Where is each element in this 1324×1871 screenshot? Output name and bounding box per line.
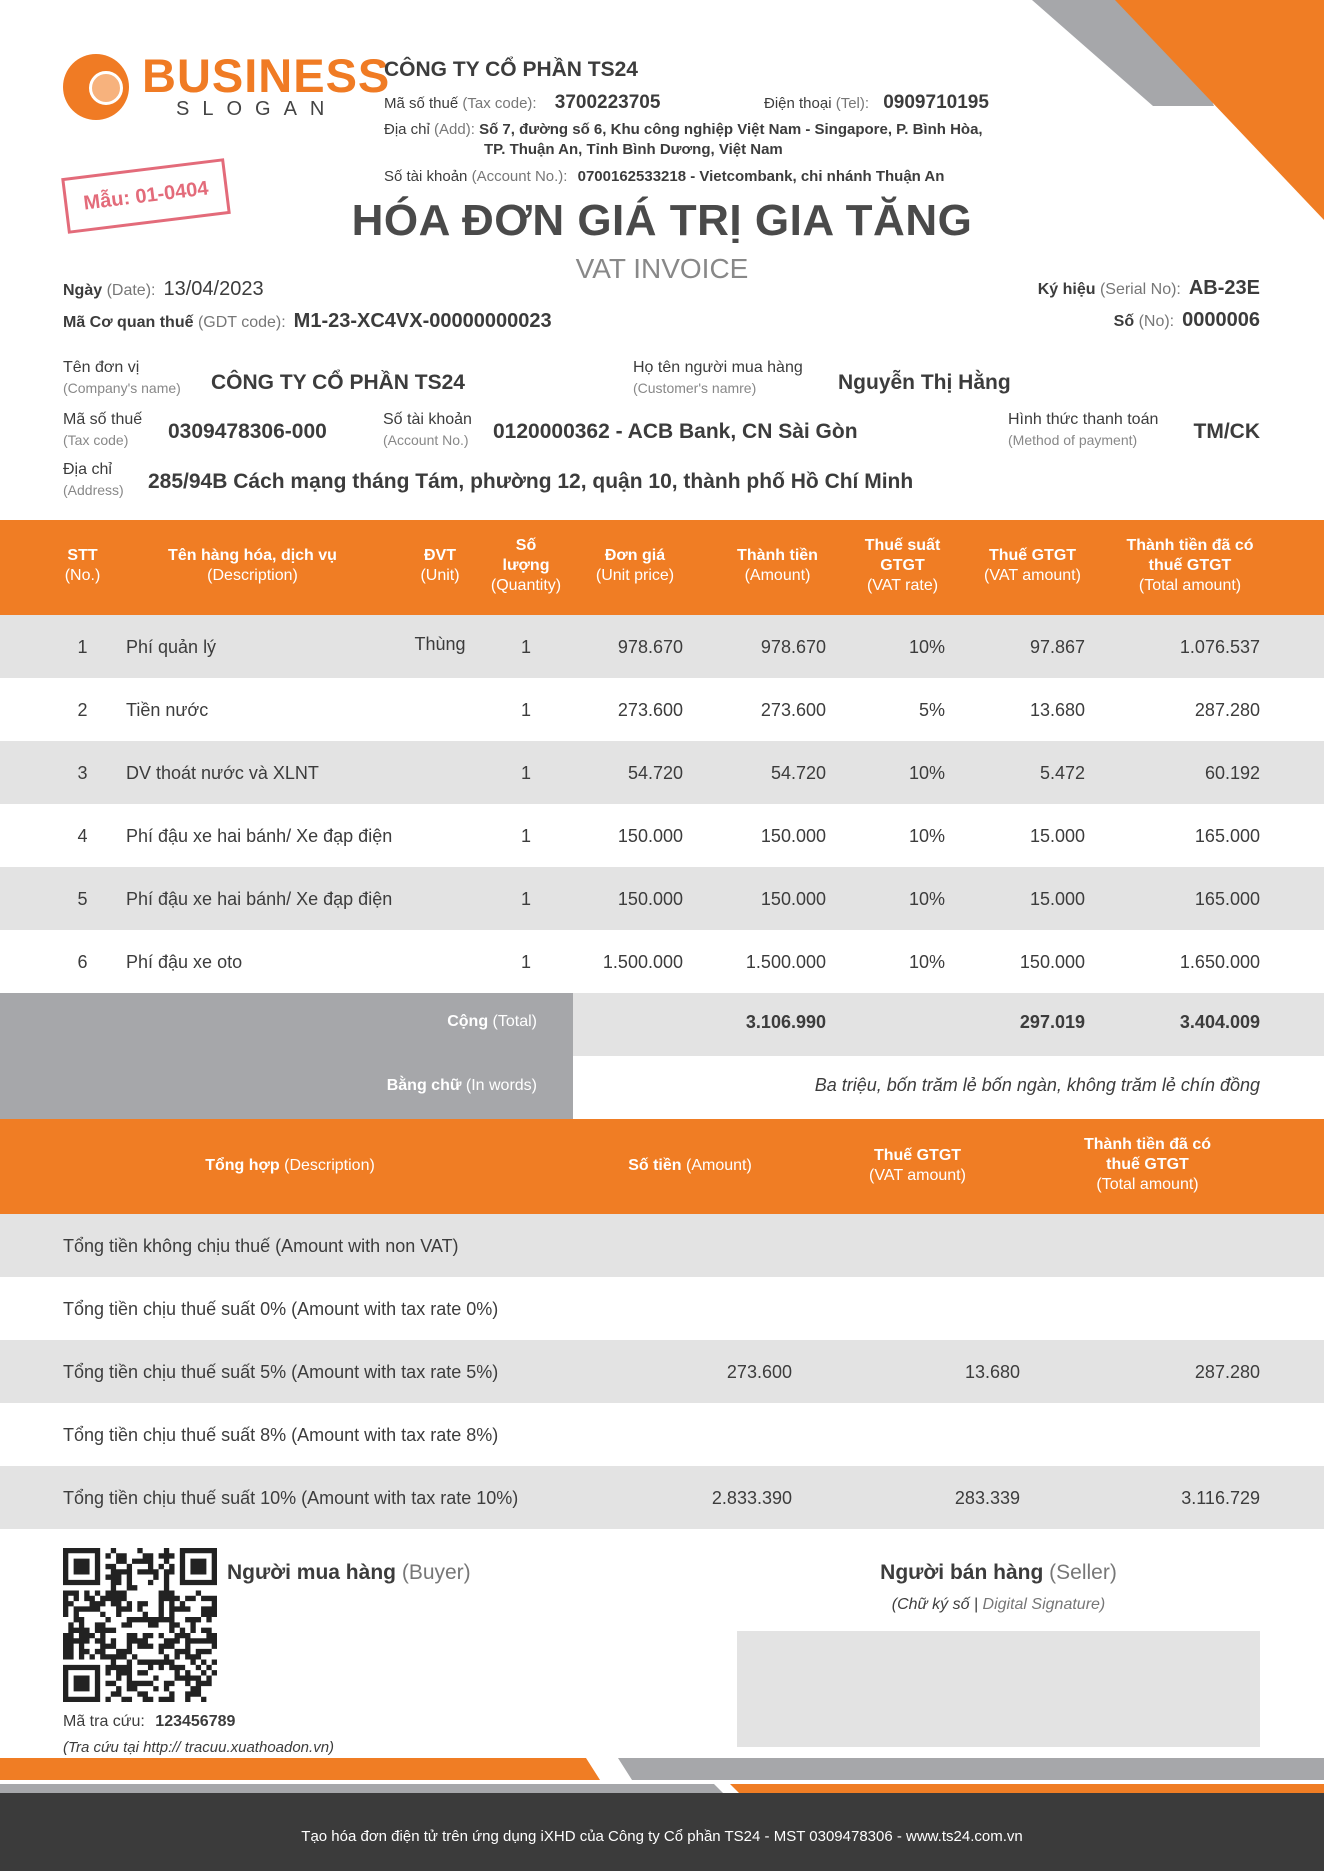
summary-vat: [840, 1214, 1020, 1277]
footer-text: Tạo hóa đơn điện tử trên ứng dụng iXHD của Công ty Cổ phần TS24 - MST 0309478306 - www.ts24.com.vn: [301, 1828, 1023, 1845]
table-row: [0, 804, 1324, 867]
row-qty: 1: [520, 951, 531, 972]
row-amount: 1.500.000: [745, 951, 826, 972]
row-rate: 10%: [908, 762, 945, 783]
in-words: Ba triệu, bốn trăm lẻ bốn ngàn, không trăm lẻ chín đồng: [814, 1075, 1260, 1095]
summary-total: [1080, 1214, 1260, 1277]
invoice-title: HÓA ĐƠN GIÁ TRỊ GIA TĂNG: [351, 196, 973, 245]
form-stamp: Mẫu: 01-0404: [61, 158, 231, 234]
totals-label-panel: [0, 993, 573, 1119]
row-vat: 150.000: [1019, 951, 1085, 972]
row-price: 54.720: [627, 762, 683, 783]
row-total: 1.076.537: [1179, 636, 1260, 657]
row-rate: 10%: [908, 825, 945, 846]
row-no: 5: [77, 888, 88, 909]
seller-account: Số tài khoản (Account No.): 0700162533218 - Vietcombank, chi nhánh Thuận An: [384, 168, 945, 185]
row-qty: 1: [520, 825, 531, 846]
summary-row: [0, 1340, 1324, 1403]
table-row: [0, 741, 1324, 804]
row-no: 4: [77, 825, 88, 846]
seller-address: Địa chỉ (Add): Số 7, đường số 6, Khu công nghiệp Việt Nam - Singapore, P. Bình Hòa,: [384, 121, 983, 138]
logo-slogan: SLOGAN: [176, 98, 338, 120]
total-vat: 297.019: [1019, 1012, 1085, 1032]
col-qty: Số lượng (Quantity): [490, 537, 562, 594]
summary-label: Tổng tiền chịu thuế suất 5% (Amount with tax rate 5%): [63, 1361, 499, 1382]
col-desc: Tên hàng hóa, dịch vụ (Description): [168, 547, 337, 584]
summary-amount: [600, 1277, 792, 1340]
summary-vat: 283.339: [954, 1487, 1020, 1508]
buyer-tax: 0309478306-000: [168, 420, 327, 443]
row-amount: 150.000: [760, 825, 826, 846]
summary-vat: [840, 1277, 1020, 1340]
footer-decoration: [0, 1758, 1324, 1798]
summary-row: [0, 1214, 1324, 1277]
buyer-unit: CÔNG TY CỔ PHẦN TS24: [211, 371, 465, 394]
row-total: 165.000: [1194, 825, 1260, 846]
row-no: 1: [77, 636, 88, 657]
lookup-code: Mã tra cứu: 123456789: [63, 1713, 236, 1730]
digital-signature-note: (Chữ ký số | Digital Signature): [891, 1596, 1106, 1613]
summary-amount: [600, 1403, 792, 1466]
row-unit: [400, 678, 480, 741]
invoice-subtitle: VAT INVOICE: [575, 253, 749, 284]
table-row: [0, 615, 1324, 678]
summary-total: [1080, 1403, 1260, 1466]
row-vat: 15.000: [1029, 825, 1085, 846]
row-amount: 54.720: [770, 762, 826, 783]
row-unit: [400, 804, 480, 867]
row-vat: 97.867: [1029, 636, 1085, 657]
row-qty: 1: [520, 888, 531, 909]
row-rate: 10%: [908, 636, 945, 657]
seller-tax-code: Mã số thuế (Tax code): 3700223705: [384, 92, 661, 113]
table-row: [0, 678, 1324, 741]
sum-col-amount: Số tiền (Amount): [628, 1157, 752, 1174]
row-no: 6: [77, 951, 88, 972]
row-total: 287.280: [1194, 699, 1260, 720]
buyer-account: 0120000362 - ACB Bank, CN Sài Gòn: [493, 420, 858, 443]
row-total: 1.650.000: [1179, 951, 1260, 972]
row-qty: 1: [520, 762, 531, 783]
col-total: Thành tiền đã có thuế GTGT (Total amount): [1126, 537, 1254, 594]
summary-label: Tổng tiền không chịu thuế (Amount with non VAT): [63, 1235, 459, 1256]
row-unit: [400, 930, 480, 993]
row-desc: Phí quản lý: [126, 636, 217, 657]
col-unit: ĐVT (Unit): [420, 547, 460, 584]
total-label: Cộng (Total): [447, 1013, 537, 1030]
seller-signature-label: Người bán hàng (Seller): [880, 1561, 1117, 1584]
row-amount: 273.600: [760, 699, 826, 720]
buyer-address-label: Địa chỉ (Address): [63, 461, 124, 498]
col-rate: Thuế suất GTGT (VAT rate): [864, 537, 941, 594]
lookup-note: (Tra cứu tại http:// tracuu.xuathoadon.vn): [63, 1739, 335, 1756]
digital-signature-box: [737, 1631, 1260, 1747]
row-price: 1.500.000: [602, 951, 683, 972]
summary-row: [0, 1466, 1324, 1529]
items-table-header: [0, 520, 1324, 615]
row-qty: 1: [520, 636, 531, 657]
row-total: 60.192: [1204, 762, 1260, 783]
row-vat: 5.472: [1039, 762, 1085, 783]
col-price: Đơn giá (Unit price): [595, 547, 675, 584]
sum-col-desc: Tổng hợp (Description): [205, 1157, 375, 1174]
seller-address-line2: TP. Thuận An, Tỉnh Bình Dương, Việt Nam: [484, 141, 783, 158]
row-desc: DV thoát nước và XLNT: [126, 762, 319, 783]
seller-tel: Điện thoại (Tel): 0909710195: [764, 92, 989, 113]
table-row: [0, 930, 1324, 993]
row-unit: Thùng: [414, 634, 466, 654]
invoice-no: Số (No): 0000006: [1113, 309, 1260, 331]
row-vat: 13.680: [1029, 699, 1085, 720]
buyer-signature-label: Người mua hàng (Buyer): [227, 1561, 471, 1584]
row-desc: Phí đậu xe hai bánh/ Xe đạp điện: [126, 825, 393, 846]
row-unit: [400, 867, 480, 930]
total-amount-with-vat: 3.404.009: [1179, 1012, 1260, 1032]
col-amount: Thành tiền (Amount): [737, 547, 818, 584]
summary-label: Tổng tiền chịu thuế suất 10% (Amount with tax rate 10%): [63, 1487, 519, 1508]
buyer-address: 285/94B Cách mạng tháng Tám, phường 12, quận 10, thành phố Hồ Chí Minh: [148, 470, 914, 493]
summary-amount: 273.600: [726, 1361, 792, 1382]
row-total: 165.000: [1194, 888, 1260, 909]
row-price: 150.000: [617, 888, 683, 909]
buyer-unit-label: Tên đơn vị (Company's name): [63, 359, 181, 396]
summary-vat: [840, 1403, 1020, 1466]
row-price: 150.000: [617, 825, 683, 846]
summary-label: Tổng tiền chịu thuế suất 0% (Amount with tax rate 0%): [63, 1298, 499, 1319]
summary-amount: 2.833.390: [711, 1487, 792, 1508]
row-desc: Phí đậu xe oto: [126, 951, 243, 972]
summary-label: Tổng tiền chịu thuế suất 8% (Amount with tax rate 8%): [63, 1424, 499, 1445]
buyer-person-label: Họ tên người mua hàng (Customer's namre): [633, 359, 803, 396]
invoice-date: Ngày (Date): 13/04/2023: [63, 278, 264, 300]
summary-total: [1080, 1277, 1260, 1340]
qr-code-icon: [63, 1548, 217, 1702]
row-vat: 15.000: [1029, 888, 1085, 909]
total-amount: 3.106.990: [745, 1012, 826, 1032]
gdt-code: Mã Cơ quan thuế (GDT code): M1-23-XC4VX-00000000023: [63, 310, 552, 332]
summary-total: 3.116.729: [1181, 1487, 1260, 1508]
row-qty: 1: [520, 699, 531, 720]
buyer-person: Nguyễn Thị Hằng: [838, 371, 1011, 394]
row-no: 2: [77, 699, 88, 720]
summary-row: [0, 1403, 1324, 1466]
row-rate: 5%: [918, 699, 945, 720]
logo-icon: [63, 54, 129, 120]
payment-method: TM/CK: [1193, 420, 1260, 443]
row-rate: 10%: [908, 951, 945, 972]
sum-col-total: Thành tiền đã có thuế GTGT (Total amount): [1083, 1136, 1212, 1193]
sum-col-vat: Thuế GTGT (VAT amount): [869, 1147, 966, 1184]
row-no: 3: [77, 762, 88, 783]
row-amount: 150.000: [760, 888, 826, 909]
payment-label: Hình thức thanh toán (Method of payment): [1008, 411, 1159, 448]
logo-word: BUSINESS: [142, 49, 391, 102]
row-desc: Phí đậu xe hai bánh/ Xe đạp điện: [126, 888, 393, 909]
serial-no: Ký hiệu (Serial No): AB-23E: [1037, 277, 1260, 299]
in-words-label: Bằng chữ (In words): [386, 1077, 537, 1094]
col-no: STT (No.): [64, 547, 101, 584]
summary-table-header: [0, 1119, 1324, 1214]
summary-vat: 13.680: [964, 1361, 1020, 1382]
summary-amount: [600, 1214, 792, 1277]
col-vat: Thuế GTGT (VAT amount): [984, 547, 1081, 584]
summary-total: 287.280: [1194, 1361, 1260, 1382]
row-price: 273.600: [617, 699, 683, 720]
row-amount: 978.670: [760, 636, 826, 657]
row-unit: [400, 741, 480, 804]
row-price: 978.670: [617, 636, 683, 657]
buyer-tax-label: Mã số thuế (Tax code): [63, 411, 143, 448]
row-desc: Tiền nước: [126, 699, 209, 720]
seller-company-name: CÔNG TY CỔ PHẦN TS24: [384, 58, 638, 81]
summary-row: [0, 1277, 1324, 1340]
table-row: [0, 867, 1324, 930]
buyer-account-label: Số tài khoản (Account No.): [383, 411, 472, 448]
row-rate: 10%: [908, 888, 945, 909]
